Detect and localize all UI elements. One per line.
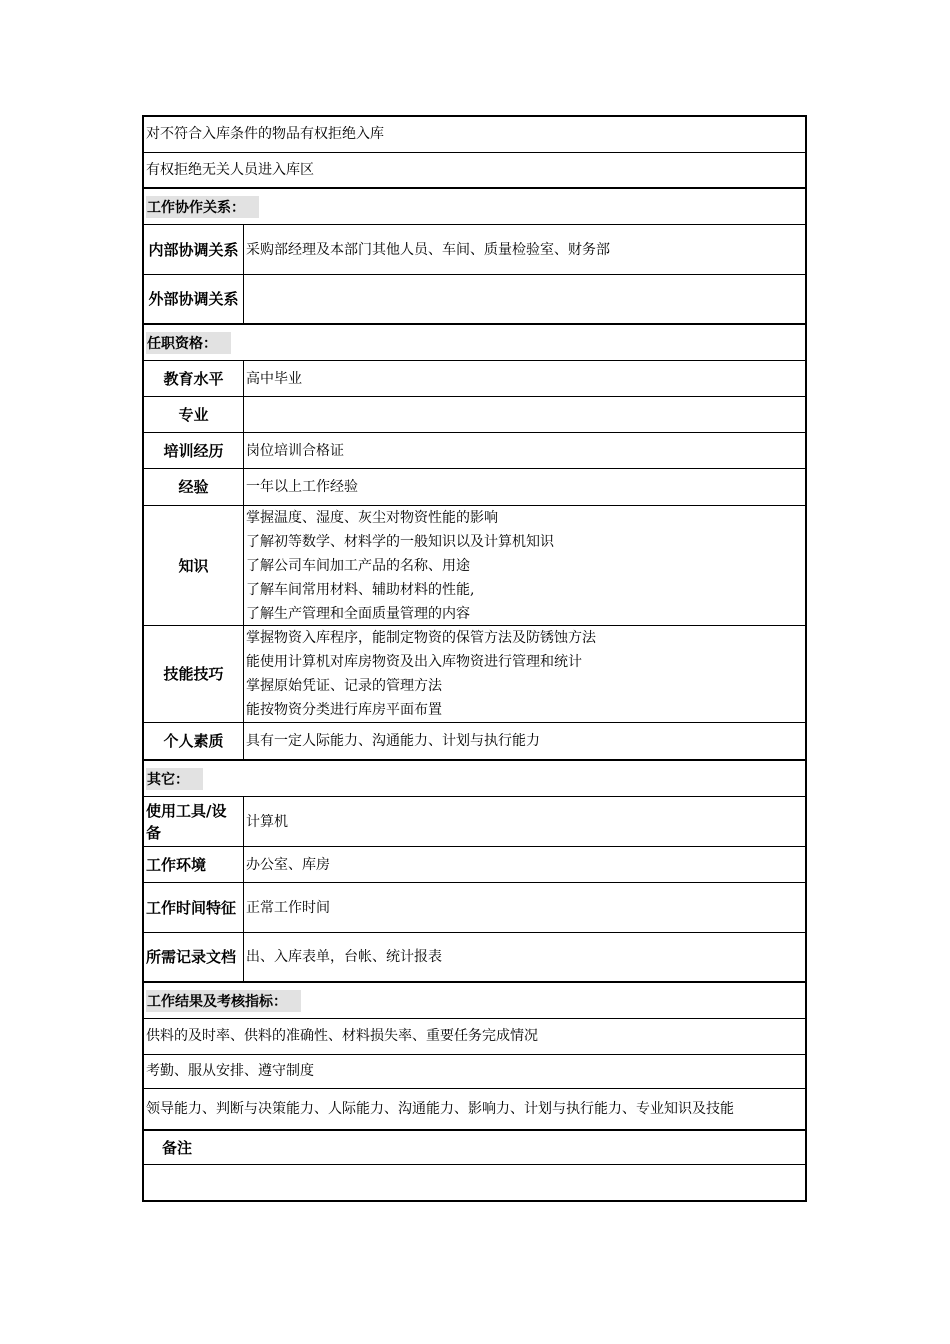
remarks-value — [144, 1165, 805, 1200]
training-row — [144, 433, 805, 469]
experience-label: 经验 — [144, 469, 244, 505]
personal-quality-value: 具有一定人际能力、沟通能力、计划与执行能力 — [246, 733, 540, 749]
experience-row — [144, 469, 805, 506]
knowledge-line: 了解公司车间加工产品的名称、用途 — [246, 557, 470, 574]
external-coordination-value — [244, 275, 805, 323]
internal-coordination-value: 采购部经理及本部门其他人员、车间、质量检验室、财务部 — [246, 241, 610, 258]
section-title: 其它： — [146, 768, 203, 790]
external-coordination-row — [144, 275, 805, 325]
knowledge-line: 了解初等数学、材料学的一般知识以及计算机知识 — [246, 533, 554, 550]
external-coordination-label: 外部协调关系 — [144, 275, 244, 323]
section-title: 任职资格： — [146, 332, 231, 354]
section-title: 工作协作关系： — [146, 196, 259, 218]
section-header-other — [144, 761, 805, 797]
skills-value — [244, 626, 805, 722]
skills-line: 能按物资分类进行库房平面布置 — [246, 702, 442, 718]
knowledge-line: 了解生产管理和全面质量管理的内容 — [246, 605, 470, 622]
major-row — [144, 397, 805, 433]
major-value — [244, 397, 805, 432]
tools-value: 计算机 — [246, 813, 288, 830]
knowledge-line: 掌握温度、湿度、灰尘对物资性能的影响 — [246, 509, 498, 526]
environment-value: 办公室、库房 — [246, 856, 330, 873]
training-label: 培训经历 — [144, 433, 244, 468]
duty-text: 有权拒绝无关人员进入库区 — [146, 161, 314, 178]
result-row — [144, 1089, 805, 1131]
remarks-label: 备注 — [162, 1139, 193, 1157]
skills-line: 掌握原始凭证、记录的管理方法 — [246, 678, 442, 694]
duty-row — [144, 153, 805, 189]
result-text: 考勤、服从安排、遵守制度 — [146, 1063, 314, 1079]
section-title: 工作结果及考核指标： — [146, 990, 301, 1012]
personal-quality-row — [144, 723, 805, 761]
records-value: 出、入库表单，台帐、统计报表 — [246, 949, 442, 965]
result-text: 领导能力、判断与决策能力、人际能力、沟通能力、影响力、计划与执行能力、专业知识及技能 — [146, 1101, 734, 1117]
work-time-row — [144, 883, 805, 933]
remarks-row — [144, 1165, 805, 1200]
job-description-table — [142, 115, 807, 1202]
environment-label: 工作环境 — [144, 847, 244, 882]
skills-line: 能使用计算机对库房物资及出入库物资进行管理和统计 — [246, 654, 582, 670]
knowledge-row — [144, 506, 805, 626]
skills-line: 掌握物资入库程序，能制定物资的保管方法及防锈蚀方法 — [246, 630, 596, 646]
result-text: 供料的及时率、供料的准确性、材料损失率、重要任务完成情况 — [146, 1028, 538, 1044]
records-label: 所需记录文档 — [144, 933, 244, 981]
records-row — [144, 933, 805, 983]
knowledge-line: 了解车间常用材料、辅助材料的性能, — [246, 581, 475, 598]
duty-text: 对不符合入库条件的物品有权拒绝入库 — [146, 126, 384, 142]
section-header-cooperation — [144, 189, 805, 225]
work-time-label: 工作时间特征 — [144, 883, 244, 932]
section-header-qualification — [144, 325, 805, 361]
tools-label: 使用工具/设备 — [144, 797, 244, 846]
skills-row — [144, 626, 805, 723]
education-value: 高中毕业 — [246, 370, 302, 387]
knowledge-label: 知识 — [144, 506, 244, 625]
section-header-results — [144, 983, 805, 1019]
training-value: 岗位培训合格证 — [246, 442, 344, 459]
education-row — [144, 361, 805, 397]
result-row — [144, 1055, 805, 1089]
internal-coordination-row — [144, 225, 805, 275]
environment-row — [144, 847, 805, 883]
knowledge-value — [244, 506, 805, 625]
internal-coordination-label: 内部协调关系 — [144, 225, 244, 274]
tools-row — [144, 797, 805, 847]
duty-row — [144, 117, 805, 153]
personal-quality-label: 个人素质 — [144, 723, 244, 759]
result-row — [144, 1019, 805, 1055]
experience-value: 一年以上工作经验 — [246, 479, 358, 495]
education-label: 教育水平 — [144, 361, 244, 396]
work-time-value: 正常工作时间 — [246, 899, 330, 916]
major-label: 专业 — [144, 397, 244, 432]
skills-label: 技能技巧 — [144, 626, 244, 722]
remarks-header-row — [144, 1131, 805, 1165]
